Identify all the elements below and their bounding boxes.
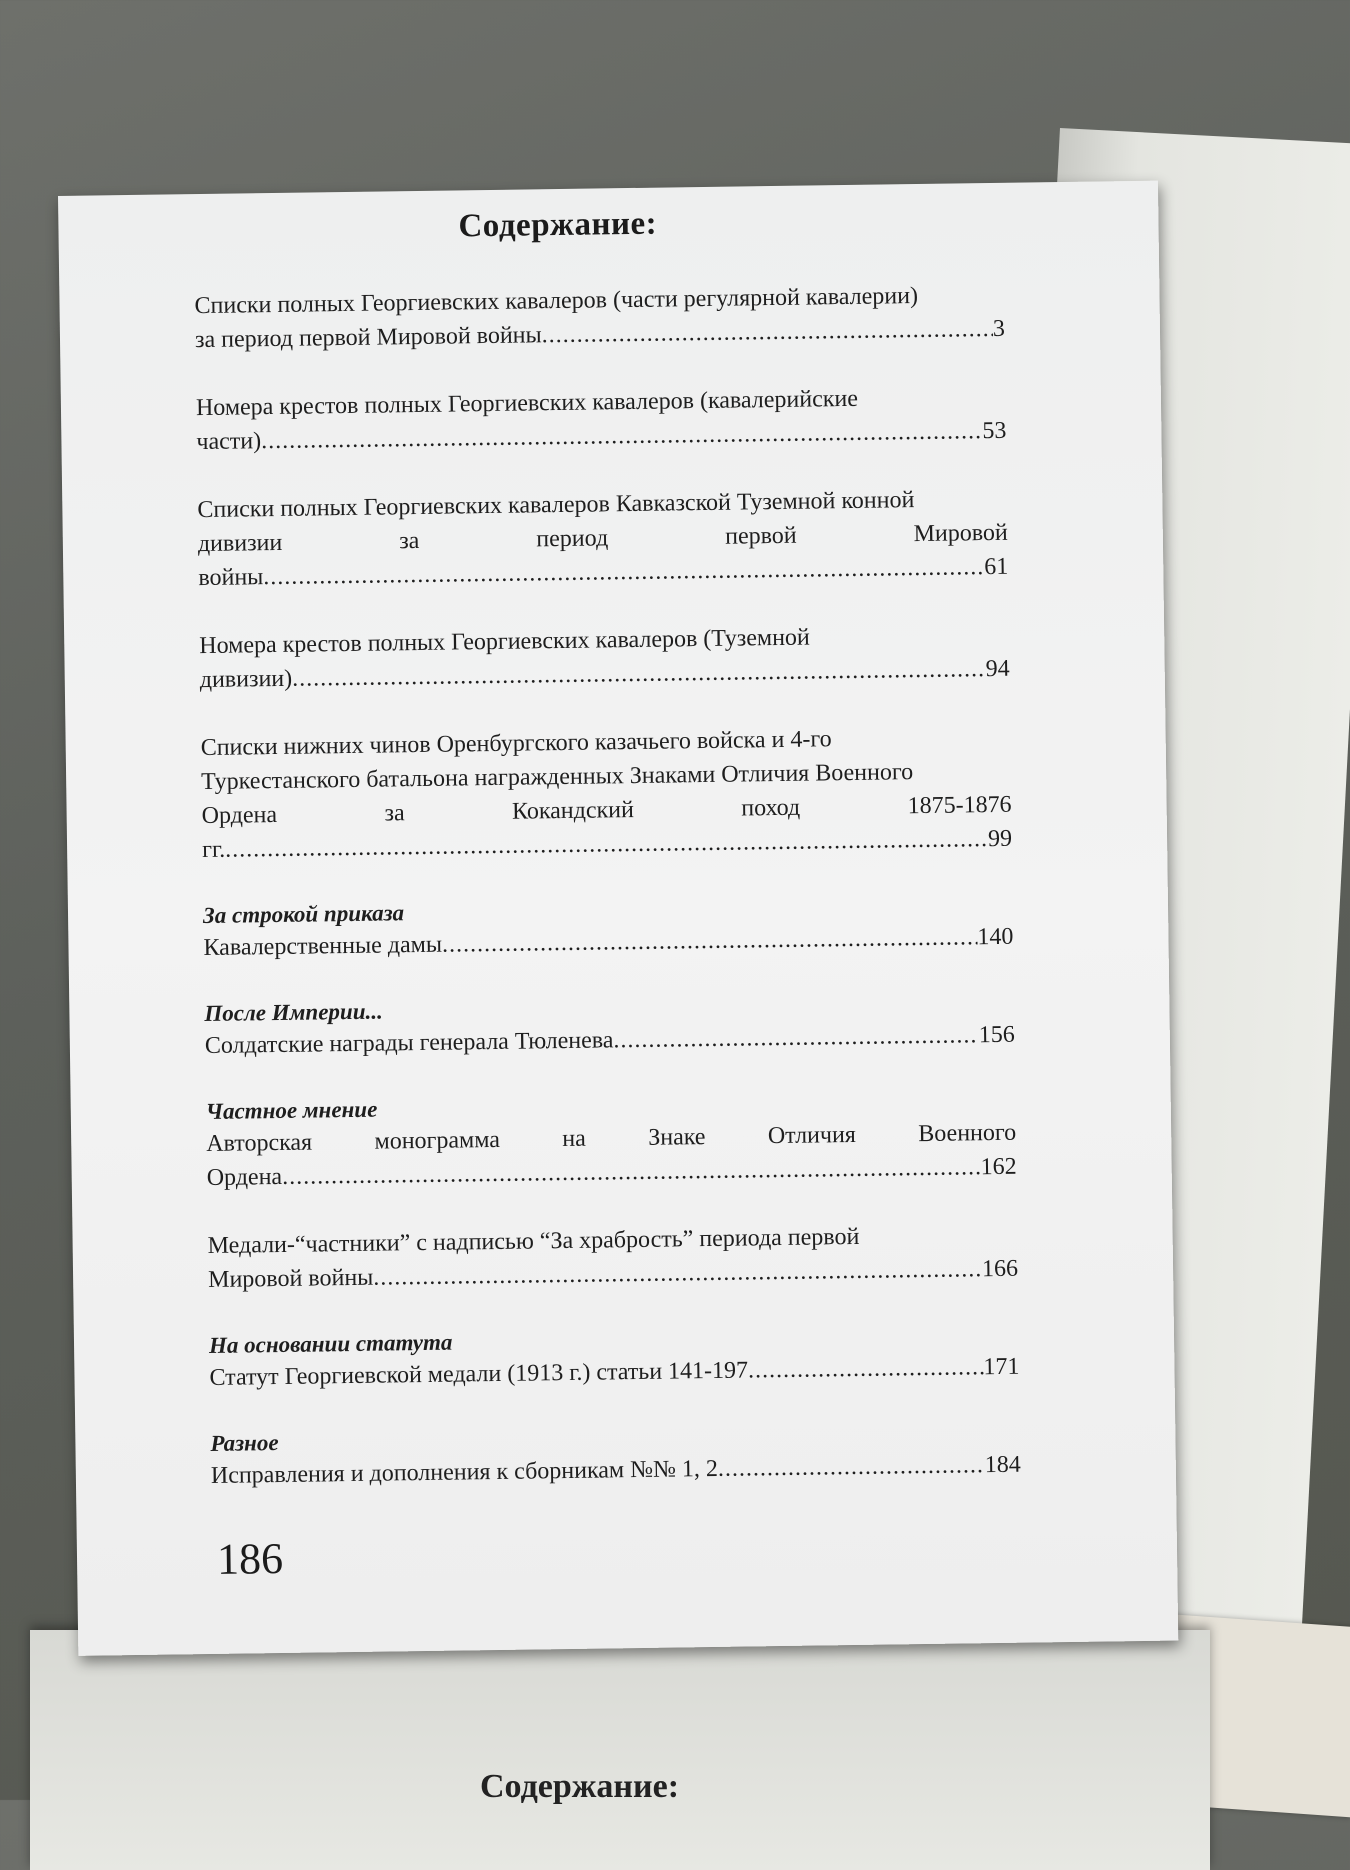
underlying-page xyxy=(30,1630,1210,1870)
toc-entry-line: Номера крестов полных Георгиевских кавалеров (Туземной xyxy=(199,624,810,660)
toc-entry xyxy=(203,890,1014,965)
toc-entry-line: Авторская монограмма на Знаке Отличия Военного xyxy=(206,1119,1017,1158)
toc-entry xyxy=(194,278,1005,357)
toc-entry-title-end: гг. xyxy=(201,836,226,864)
toc-entry-line: Списки нижних чинов Оренбургского казачьего войска и 4-го xyxy=(200,726,832,762)
toc-entry-title-end: Мировой войны xyxy=(207,1264,374,1294)
toc-entry-line: дивизии за период первой Мировой xyxy=(197,519,1008,558)
toc-entry-title-end: части) xyxy=(196,428,262,456)
toc-entry-title-end: Исправления и дополнения к сборникам №№ 1, 2 xyxy=(210,1455,719,1489)
toc-entry-title-end: Статут Георгиевской медали (1913 г.) статьи 141-197 xyxy=(209,1357,749,1391)
toc-entry-title-end: Кавалерственные дамы xyxy=(203,931,443,962)
toc-section-heading: Частное мнение xyxy=(205,1096,378,1125)
toc-section-heading: На основании статута xyxy=(208,1329,453,1359)
toc-entry xyxy=(206,1086,1017,1195)
toc-entry xyxy=(210,1418,1021,1493)
toc-section-heading: После Империи... xyxy=(204,998,383,1027)
toc-page-number: 99 xyxy=(987,825,1013,853)
toc-entry-title-end: дивизии) xyxy=(199,665,293,694)
toc-page-number: 184 xyxy=(984,1451,1021,1479)
toc-entry xyxy=(204,988,1015,1063)
toc-page-number: 166 xyxy=(981,1255,1019,1283)
toc-entry-title-end: войны xyxy=(198,564,264,592)
page-number: 186 xyxy=(216,1533,284,1584)
toc-page-number: 156 xyxy=(978,1021,1015,1049)
toc-entry xyxy=(207,1218,1018,1297)
toc-section-heading: Разное xyxy=(210,1430,279,1456)
toc-entry-title-end: за период первой Мировой войны xyxy=(194,322,542,354)
page-title: Содержание: xyxy=(458,205,658,245)
toc-page-number: 140 xyxy=(977,923,1014,951)
dot-leader xyxy=(718,1448,985,1486)
toc-page-number: 53 xyxy=(982,417,1007,445)
toc-entry-line: Туркестанского батальона награжденных Знаками Отличия Военного xyxy=(201,759,914,796)
toc-entry xyxy=(199,618,1010,697)
dot-leader xyxy=(442,920,978,961)
toc-entry-line: Медали-“частники” с надписью “За храбрость” периода первой xyxy=(207,1223,860,1260)
toc-entry xyxy=(200,720,1012,867)
toc-section-heading: За строкой приказа xyxy=(202,900,405,929)
table-of-contents xyxy=(194,278,1021,1527)
dot-leader xyxy=(613,1018,979,1057)
toc-page-number: 162 xyxy=(980,1153,1017,1181)
dot-leader xyxy=(541,312,993,352)
toc-page-number: 171 xyxy=(983,1353,1020,1381)
toc-entry-title-end: Солдатские награды генерала Тюленева xyxy=(204,1027,614,1060)
toc-entry xyxy=(196,380,1007,459)
toc-entry xyxy=(209,1320,1020,1395)
dot-leader xyxy=(373,1252,982,1294)
contents-page xyxy=(58,181,1178,1656)
toc-entry-line: Списки полных Георгиевских кавалеров Кавказской Туземной конной xyxy=(197,487,915,524)
toc-page-number: 94 xyxy=(985,655,1010,683)
dot-leader xyxy=(748,1350,984,1387)
toc-entry-line: Ордена за Кокандский поход 1875-1876 xyxy=(201,791,1012,830)
toc-entry xyxy=(197,482,1008,595)
toc-page-number: 3 xyxy=(992,315,1006,342)
toc-entry-line: Списки полных Георгиевских кавалеров (части регулярной кавалерии) xyxy=(194,283,919,320)
underlying-page-title: Содержание: xyxy=(480,1768,680,1805)
toc-entry-title-end: Ордена xyxy=(206,1163,283,1192)
toc-entry-line: Номера крестов полных Георгиевских кавалеров (кавалерийские xyxy=(195,385,859,422)
toc-page-number: 61 xyxy=(984,553,1009,581)
